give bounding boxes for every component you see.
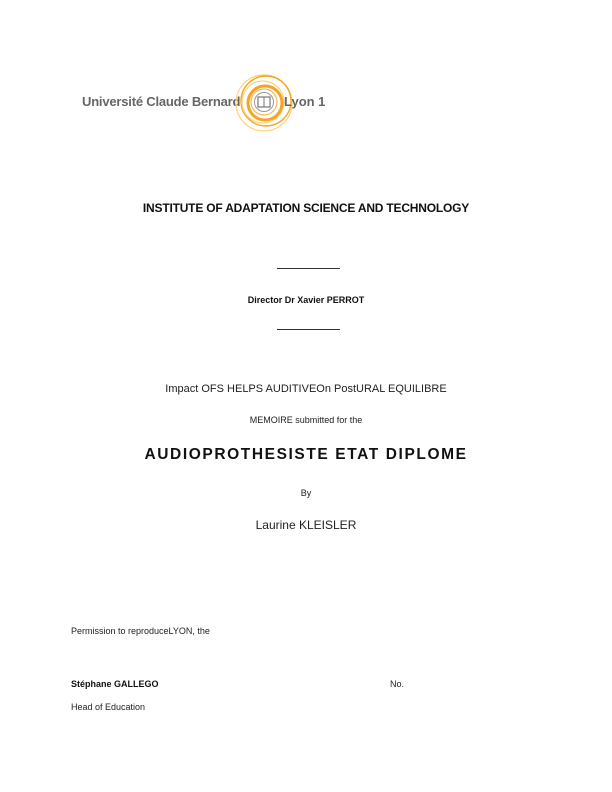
- divider-top: [277, 268, 340, 269]
- submission-line: MEMOIRE submitted for the: [249, 415, 363, 425]
- thesis-title: Impact OFS HELPS AUDITIVEOn PostURAL EQUILIBRE: [165, 383, 447, 395]
- director-line: Director Dr Xavier PERROT: [247, 295, 365, 305]
- permission-line: Permission to reproduceLYON, the: [71, 626, 210, 636]
- head-of-education-name: Stéphane GALLEGO: [71, 679, 159, 689]
- number-label: No.: [390, 679, 405, 689]
- university-name-left: Université Claude Bernard: [82, 94, 241, 109]
- head-of-education-role: Head of Education: [71, 702, 146, 712]
- university-name-right: Lyon 1: [284, 94, 326, 109]
- divider-bottom: [277, 329, 340, 330]
- diploma-title: AUDIOPROTHESISTE ETAT DIPLOME: [144, 446, 468, 463]
- author-name: Laurine KLEISLER: [255, 518, 357, 532]
- institute-heading: INSTITUTE OF ADAPTATION SCIENCE AND TECHNOLOGY: [142, 201, 470, 215]
- by-label: By: [300, 488, 312, 498]
